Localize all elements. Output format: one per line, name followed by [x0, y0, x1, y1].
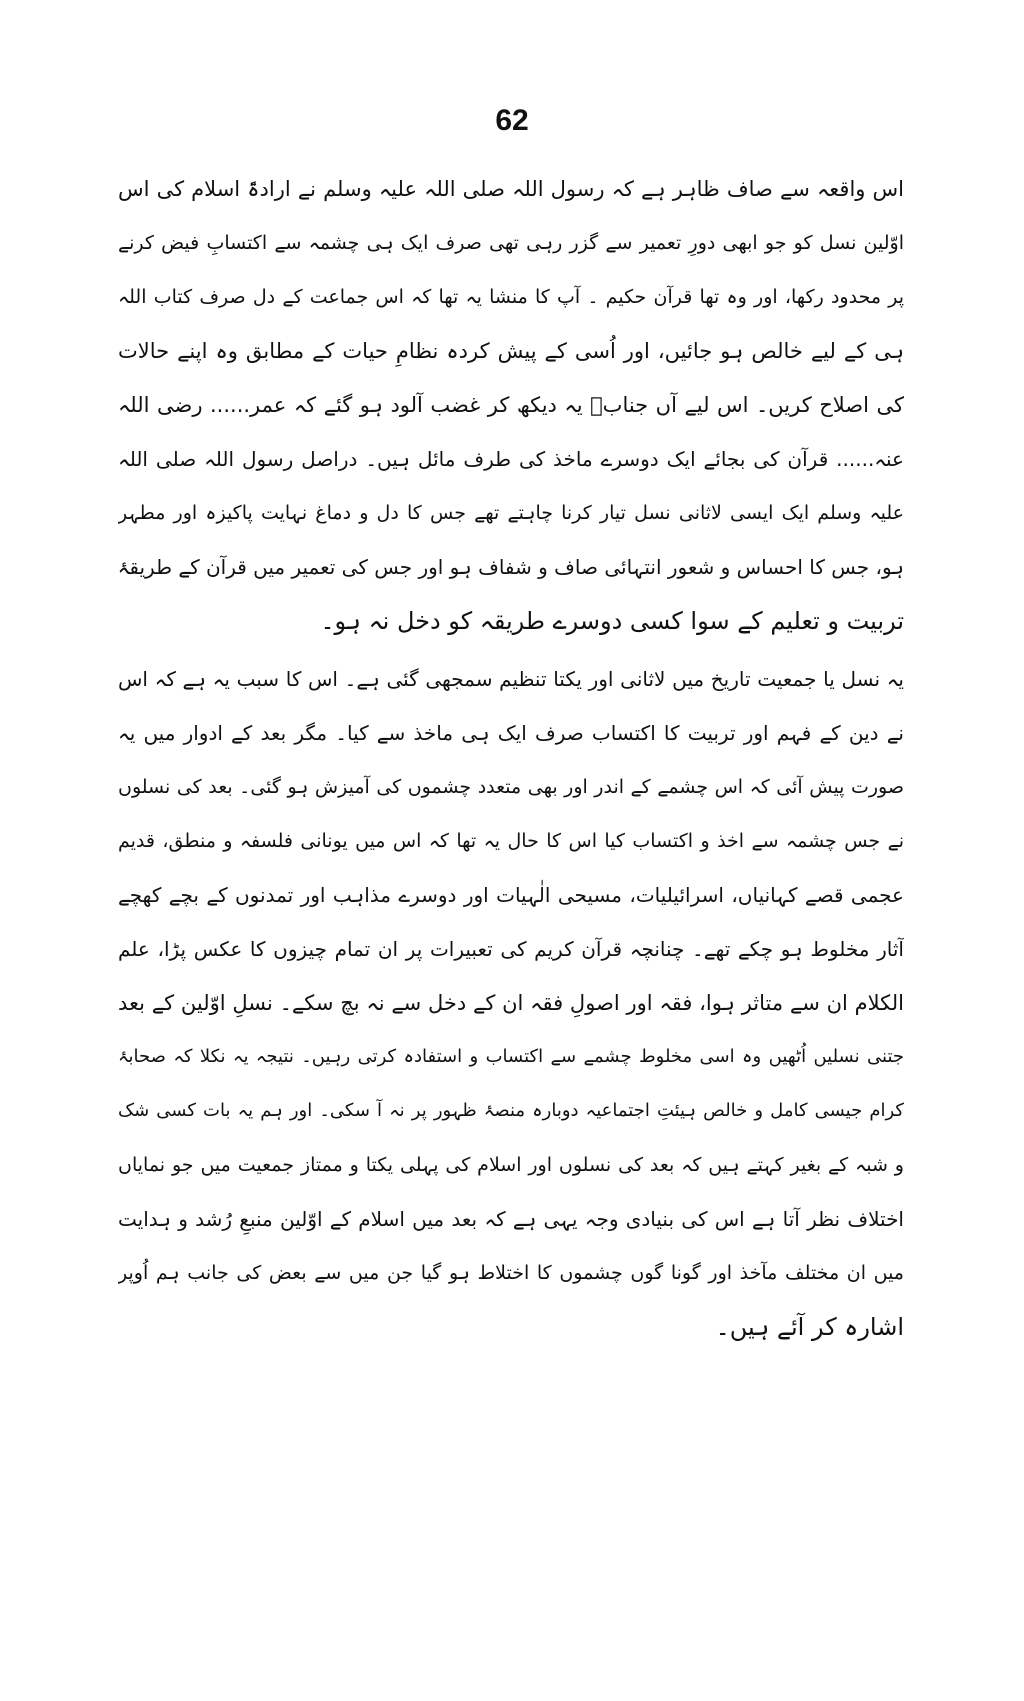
text-line: جتنی نسلیں اُٹھیں وہ اسی مخلوط چشمے سے اکتساب و استفادہ کرتی رہیں۔ نتیجہ یہ نکلا کہ صحابۂ	[118, 1046, 904, 1067]
text-line: نے جس چشمہ سے اخذ و اکتساب کیا اس کا حال یہ تھا کہ اس میں یونانی فلسفہ و منطق، قدیم	[118, 830, 904, 852]
text-line: تربیت و تعلیم کے سوا کسی دوسرے طریقہ کو دخل نہ ہو۔	[320, 607, 904, 635]
text-line: ہی کے لیے خالص ہو جائیں، اور اُسی کے پیش کردہ نظامِ حیات کے مطابق وہ اپنے حالات	[118, 339, 904, 363]
text-line: و شبہ کے بغیر کہتے ہیں کہ بعد کی نسلوں اور اسلام کی پہلی یکتا و ممتاز جمعیت میں جو نمایاں	[118, 1154, 904, 1176]
text-line: میں ان مختلف مآخذ اور گونا گوں چشموں کا اختلاط ہو گیا جن میں سے بعض کی جانب ہم اُوپر	[118, 1262, 904, 1284]
text-line: اوّلین نسل کو جو ابھی دورِ تعمیر سے گزر رہی تھی صرف ایک ہی چشمہ سے اکتسابِ فیض کرنے	[118, 232, 904, 254]
paragraph-2	[118, 652, 904, 1354]
text-line: کی اصلاح کریں۔ اس لیے آں جنابؐ یہ دیکھ کر غضب آلود ہو گئے کہ عمر...... رضی اللہ	[118, 393, 904, 417]
text-line: صورت پیش آئی کہ اس چشمے کے اندر اور بھی متعدد چشموں کی آمیزش ہو گئی۔ بعد کی نسلوں	[118, 776, 904, 798]
text-line: پر محدود رکھا، اور وہ تھا قرآن حکیم ۔ آپ کا منشا یہ تھا کہ اس جماعت کے دل صرف کتاب اللہ	[118, 286, 904, 308]
text-line: اختلاف نظر آتا ہے اس کی بنیادی وجہ یہی ہے کہ بعد میں اسلام کے اوّلین منبعِ رُشد و ہدایت	[118, 1207, 904, 1231]
text-line: اشارہ کر آئے ہیں۔	[715, 1313, 904, 1341]
text-line: الکلام ان سے متاثر ہوا، فقہ اور اصولِ فقہ ان کے دخل سے نہ بچ سکے۔ نسلِ اوّلین کے بعد	[118, 991, 904, 1015]
body-text	[118, 162, 904, 1354]
text-line: عجمی قصے کہانیاں، اسرائیلیات، مسیحی الٰہیات اور دوسرے مذاہب اور تمدنوں کے بچے کھچے	[118, 883, 904, 907]
text-line: ہو، جس کا احساس و شعور انتہائی صاف و شفاف ہو اور جس کی تعمیر میں قرآن کے طریقۂ	[118, 555, 904, 579]
text-line: اس واقعہ سے صاف ظاہر ہے کہ رسول اللہ صلی اللہ علیہ وسلم نے ارادۃً اسلام کی اس	[118, 177, 904, 201]
text-line: آثار مخلوط ہو چکے تھے۔ چنانچہ قرآن کریم کی تعبیرات پر ان تمام چیزوں کا عکس پڑا، علم	[118, 937, 904, 961]
text-line: کرام جیسی کامل و خالص ہیئتِ اجتماعیہ دوبارہ منصۂ ظہور پر نہ آ سکی۔ اور ہم یہ بات کسی شک	[118, 1100, 904, 1121]
text-line: نے دین کے فہم اور تربیت کا اکتساب صرف ایک ہی ماخذ سے کیا۔ مگر بعد کے ادوار میں یہ	[118, 721, 904, 745]
text-line: عنہ...... قرآن کی بجائے ایک دوسرے ماخذ کی طرف مائل ہیں۔ دراصل رسول اللہ صلی اللہ	[118, 447, 904, 471]
page-number: 62	[495, 104, 529, 137]
paragraph-1	[118, 162, 904, 648]
text-line: یہ نسل یا جمعیت تاریخ میں لاثانی اور یکتا تنظیم سمجھی گئی ہے۔ اس کا سبب یہ ہے کہ اس	[118, 667, 904, 691]
text-line: علیہ وسلم ایک ایسی لاثانی نسل تیار کرنا چاہتے تھے جس کا دل و دماغ نہایت پاکیزہ اور مطہر	[118, 502, 904, 524]
